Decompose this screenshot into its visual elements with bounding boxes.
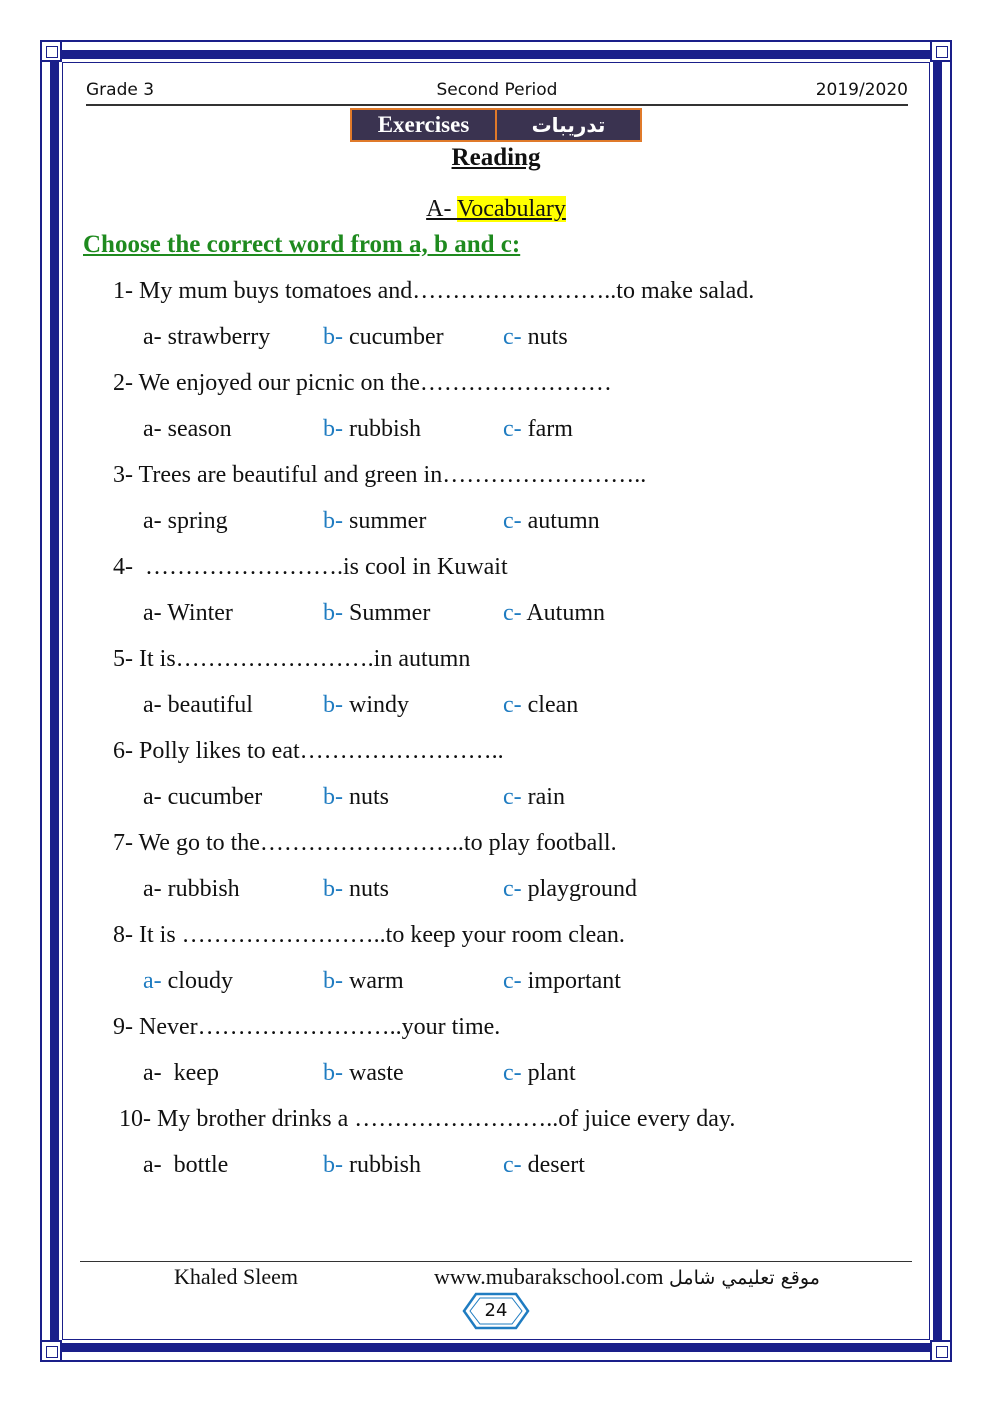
- answer-options: [143, 1060, 843, 1090]
- question-text: 7- We go to the……………………..to play football.: [113, 830, 617, 856]
- option-word: clean: [527, 692, 579, 718]
- option-letter: b-: [323, 508, 349, 534]
- option-word: autumn: [527, 508, 600, 534]
- option-letter: b-: [323, 1060, 349, 1086]
- title-box: [350, 108, 642, 142]
- option-letter: c-: [503, 876, 528, 902]
- option-word: keep: [167, 1060, 219, 1086]
- option-letter: c-: [503, 784, 528, 810]
- page-header: [86, 78, 908, 106]
- option-letter: c-: [503, 968, 528, 994]
- option-word: spring: [167, 508, 228, 534]
- answer-options: [143, 324, 843, 354]
- option-c: [503, 876, 637, 903]
- option-word: Autumn: [526, 600, 605, 626]
- option-letter: a-: [143, 600, 168, 626]
- option-letter: c-: [503, 692, 528, 718]
- answer-options: [143, 876, 843, 906]
- subsection-title: [0, 196, 992, 223]
- option-letter: a-: [143, 416, 168, 442]
- option-c: [503, 1152, 585, 1179]
- answer-options: [143, 416, 843, 446]
- section-title: Reading: [451, 144, 541, 171]
- option-letter: a-: [143, 1152, 168, 1178]
- answer-options: [143, 784, 843, 814]
- option-letter: c-: [503, 324, 528, 350]
- question-text: 2- We enjoyed our picnic on the……………………: [113, 370, 612, 396]
- option-word: farm: [527, 416, 573, 442]
- option-word: cloudy: [167, 968, 233, 994]
- option-word: nuts: [527, 324, 568, 350]
- footer-site: [434, 1264, 820, 1290]
- option-letter: c-: [503, 600, 527, 626]
- option-c: [503, 968, 621, 995]
- option-letter: b-: [323, 416, 349, 442]
- footer-site-arabic: موقع تعليمي شامل: [669, 1267, 820, 1289]
- option-word: plant: [527, 1060, 576, 1086]
- title-english: Exercises: [377, 112, 470, 137]
- option-letter: b-: [323, 600, 349, 626]
- corner-ornament-bottom-right: [930, 1340, 952, 1362]
- option-a: [143, 1152, 228, 1179]
- title-arabic: تدريبات: [495, 110, 640, 140]
- question-text: 10- My brother drinks a ……………………..of juice every day.: [113, 1106, 736, 1132]
- question-text: 5- It is…………………….in autumn: [113, 646, 471, 672]
- option-a: [143, 416, 232, 443]
- question-text: 1- My mum buys tomatoes and……………………..to make salad.: [113, 278, 755, 304]
- option-word: Summer: [349, 600, 431, 626]
- option-b: [323, 968, 404, 995]
- option-a: [143, 324, 270, 351]
- answer-options: [143, 692, 843, 722]
- option-letter: b-: [323, 876, 349, 902]
- option-word: beautiful: [167, 692, 253, 718]
- option-letter: c-: [503, 416, 528, 442]
- option-letter: c-: [503, 1152, 528, 1178]
- option-word: nuts: [349, 876, 390, 902]
- option-letter: a-: [143, 876, 168, 902]
- footer-author: Khaled Sleem: [174, 1264, 299, 1289]
- header-grade: Grade 3: [86, 80, 155, 100]
- option-b: [323, 692, 409, 719]
- instruction-text: Choose the correct word from a, b and c:: [83, 231, 521, 258]
- option-word: cucumber: [167, 784, 263, 810]
- header-period: Second Period: [436, 80, 558, 100]
- option-a: [143, 784, 262, 811]
- corner-ornament-top-right: [930, 40, 952, 62]
- option-word: summer: [349, 508, 427, 534]
- corner-ornament-top-left: [40, 40, 62, 62]
- page-number: 24: [484, 1300, 508, 1321]
- option-word: important: [527, 968, 621, 994]
- option-word: waste: [349, 1060, 404, 1086]
- option-a: [143, 692, 253, 719]
- question-text: 3- Trees are beautiful and green in……………………..: [113, 462, 647, 488]
- option-letter: c-: [503, 508, 528, 534]
- option-letter: b-: [323, 968, 349, 994]
- option-letter: a-: [143, 692, 168, 718]
- option-letter: a-: [143, 324, 168, 350]
- question-text: 8- It is ……………………..to keep your room clean.: [113, 922, 625, 948]
- subsection-label: Vocabulary: [457, 196, 566, 222]
- option-word: nuts: [349, 784, 390, 810]
- option-b: [323, 784, 389, 811]
- option-word: rubbish: [167, 876, 240, 902]
- option-word: Winter: [167, 600, 233, 626]
- option-c: [503, 1060, 576, 1087]
- option-b: [323, 508, 426, 535]
- option-letter: a-: [143, 508, 168, 534]
- option-word: rubbish: [349, 416, 421, 442]
- option-a: [143, 968, 233, 995]
- option-letter: a-: [143, 968, 168, 994]
- option-letter: a-: [143, 1060, 168, 1086]
- option-c: [503, 416, 573, 443]
- question-text: 4- …………………….is cool in Kuwait: [113, 554, 508, 580]
- option-word: strawberry: [167, 324, 271, 350]
- option-c: [503, 692, 578, 719]
- page-number-badge: [462, 1292, 530, 1330]
- option-word: season: [167, 416, 232, 442]
- footer-site-url: www.mubarakschool.com: [434, 1264, 670, 1289]
- option-a: [143, 1060, 219, 1087]
- option-b: [323, 1152, 421, 1179]
- option-c: [503, 600, 605, 627]
- option-letter: b-: [323, 1152, 349, 1178]
- question-text: 6- Polly likes to eat……………………..: [113, 738, 504, 764]
- option-c: [503, 324, 568, 351]
- option-c: [503, 784, 565, 811]
- option-word: desert: [527, 1152, 585, 1178]
- option-a: [143, 508, 228, 535]
- option-a: [143, 876, 240, 903]
- header-year: 2019/2020: [815, 80, 908, 100]
- subsection-prefix: A-: [426, 196, 458, 222]
- option-word: windy: [349, 692, 409, 718]
- option-word: cucumber: [349, 324, 444, 350]
- option-letter: b-: [323, 784, 349, 810]
- option-b: [323, 1060, 404, 1087]
- corner-ornament-bottom-left: [40, 1340, 62, 1362]
- option-a: [143, 600, 233, 627]
- answer-options: [143, 1152, 843, 1182]
- option-b: [323, 416, 421, 443]
- option-b: [323, 324, 444, 351]
- option-word: bottle: [167, 1152, 229, 1178]
- answer-options: [143, 600, 843, 630]
- question-text: 9- Never……………………..your time.: [113, 1014, 501, 1040]
- option-word: playground: [527, 876, 637, 902]
- option-word: rain: [527, 784, 565, 810]
- footer-divider: [80, 1261, 912, 1262]
- answer-options: [143, 508, 843, 538]
- option-word: warm: [349, 968, 404, 994]
- option-letter: a-: [143, 784, 168, 810]
- answer-options: [143, 968, 843, 998]
- option-c: [503, 508, 600, 535]
- option-letter: b-: [323, 324, 349, 350]
- option-letter: c-: [503, 1060, 528, 1086]
- option-b: [323, 876, 389, 903]
- option-word: rubbish: [349, 1152, 421, 1178]
- option-letter: b-: [323, 692, 349, 718]
- option-b: [323, 600, 430, 627]
